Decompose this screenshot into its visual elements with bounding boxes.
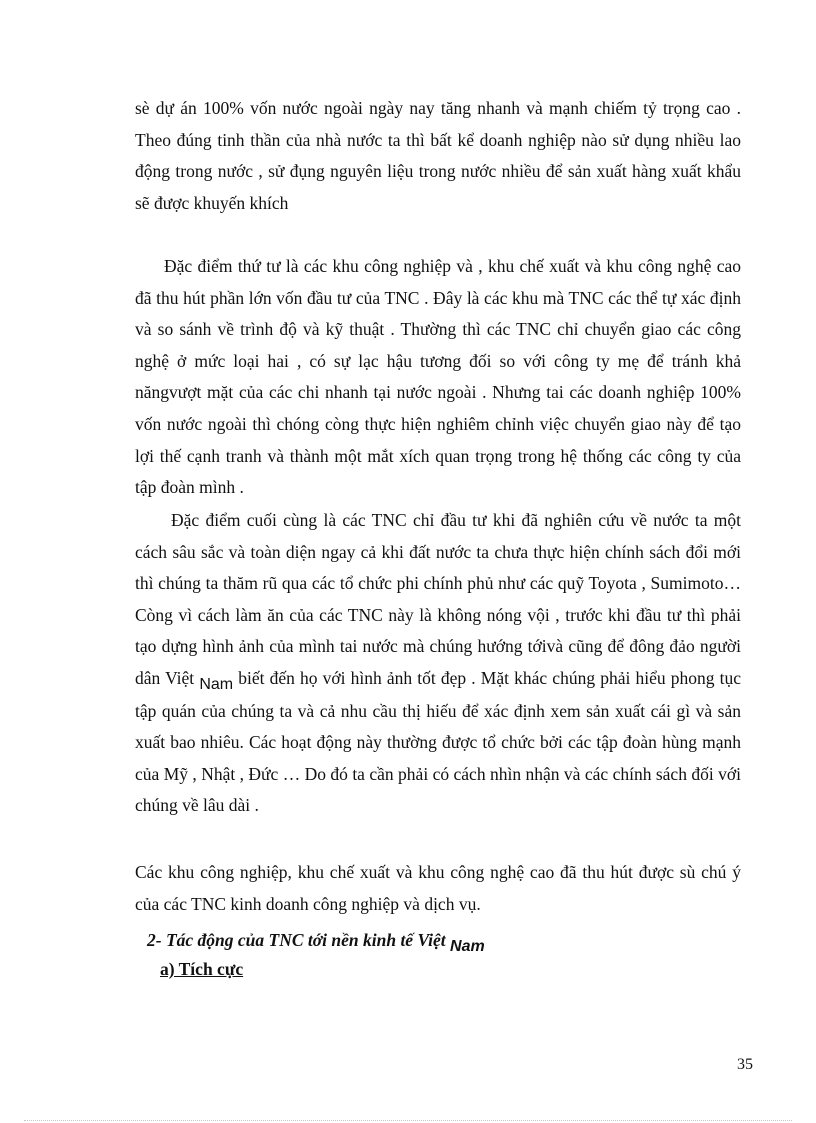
page-number: 35 xyxy=(737,1056,753,1073)
paragraph-fourth-characteristic: Đặc điểm thứ tư là các khu công nghiệp và , khu chế xuất và khu công nghệ cao đã thu hút phần lớn vốn đầu tư của TNC . Đây là các khu mà TNC các thể tự xác định và so sánh về trình độ và kỹ thuật . Thường thì các TNC chỉ chuyển giao các công nghệ ở mức loại hai , có sự lạc hậu tương đối so với công ty mẹ để tránh khả năngvượt mặt của các chi nhanh tại nước ngoài . Nhưng tai các doanh nghiệp 100% vốn nước ngoài thì chóng còng thực hiện nghiêm chỉnh việc chuyển giao này để tạo lợi thế cạnh tranh và thành một mắt xích quan trọng trong hệ thống các công ty của tập đoàn mình . xyxy=(135,256,741,498)
paragraph-text-part: Đặc điểm cuối cùng là các TNC chỉ đầu tư khi đã nghiên cứu về nước ta một cách sâu sắc và toàn diện ngay cả khi đất nước ta chưa thực hiện chính sách đổi mới thì chúng ta thăm rũ qua các tổ chức phi chính phủ như các quỹ Toyota , Sumimoto… Còng vì cách làm ăn của các TNC này là không nóng vội , trước khi đầu tư thì phải tạo dựng hình ảnh của mình tai nước mà chúng hướng tớivà cũng để đông đảo người dân Việt xyxy=(135,510,741,688)
paragraph-text-part: biết đến họ với hình ảnh tốt đẹp . Mặt khác chúng phải hiểu phong tục tập quán của chúng ta và cả nhu cầu thị hiếu để xác định xem sản xuất cái gì và sản xuất bao nhiêu. Các hoạt động này thường được tổ chức bởi các tập đoàn hùng mạnh của Mỹ , Nhật , Đức … Do đó ta cần phải có cách nhìn nhận và các chính sách đối với chúng về lâu dài . xyxy=(135,667,741,816)
paragraph-industrial-zones: Các khu công nghiệp, khu chế xuất và khu công nghệ cao đã thu hút được sù chú ý của các TNC kinh doanh công nghiệp và dịch vụ. xyxy=(135,862,741,914)
country-name-subscript: Nam xyxy=(450,938,485,955)
paragraph-continuation: sè dự án 100% vốn nước ngoài ngày nay tăng nhanh và mạnh chiếm tỷ trọng cao . Theo đúng tinh thần của nhà nước ta thì bất kể doanh nghiệp nào sử dụng nhiều lao động trong nước , sử đụng nguyên liệu trong nước nhiều để sản xuất hàng xuất khẩu sẽ được khuyến khích xyxy=(135,98,741,213)
subsection-heading: a) Tích cực xyxy=(160,959,244,979)
paragraph-last-characteristic xyxy=(135,505,741,822)
section-heading-text: 2- Tác động của TNC tới nền kinh tế Việt xyxy=(147,930,451,950)
section-heading xyxy=(147,925,485,957)
country-name-subscript: Nam xyxy=(199,675,234,693)
page-bottom-rule xyxy=(24,1120,792,1121)
